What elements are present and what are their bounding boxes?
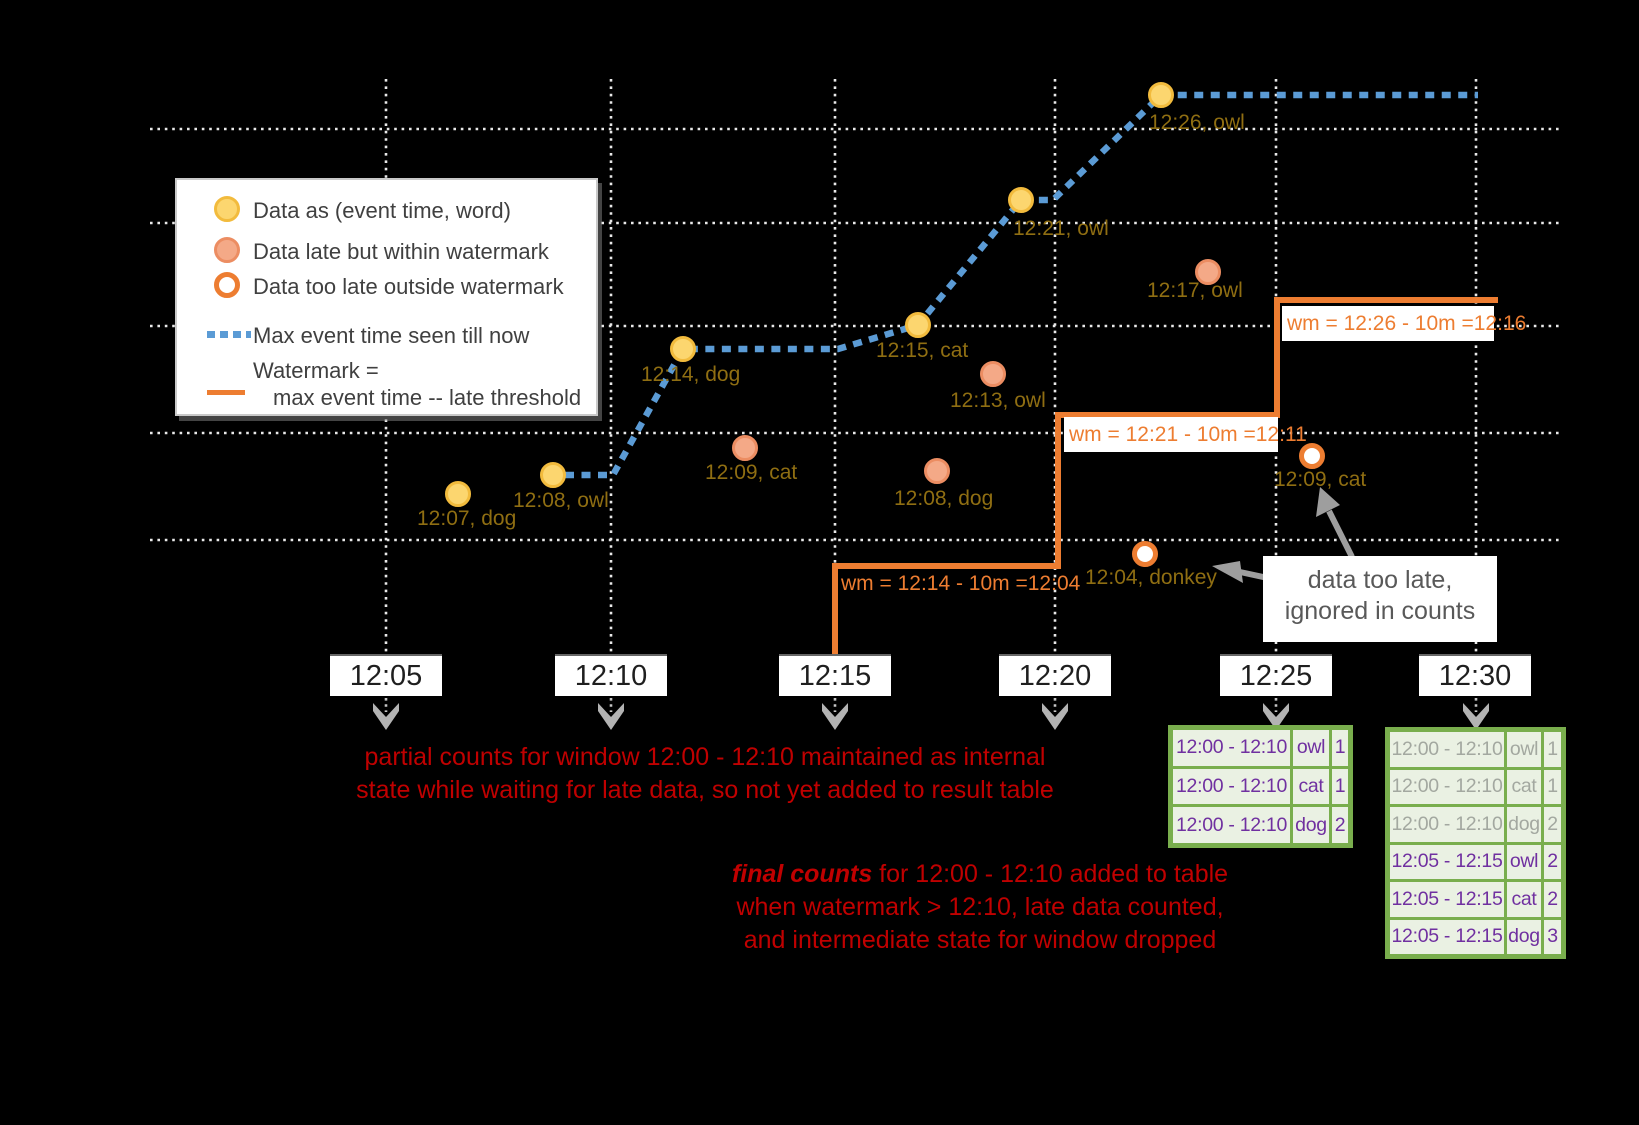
data-point-on-time [905, 312, 931, 338]
partial-counts-line1: partial counts for window 12:00 - 12:10 maintained as internal [364, 743, 1046, 771]
data-point-on-time [540, 462, 566, 488]
data-point-label: 12:08, owl [513, 489, 609, 512]
data-point-label: 12:07, dog [417, 507, 517, 530]
legend-too-late-dot-icon [214, 272, 240, 298]
table-cell-count: 2 [1332, 807, 1348, 843]
partial-counts-line2: state while waiting for late data, so not yet added to result table [356, 776, 1054, 804]
legend-item-label: max event time -- late threshold [273, 385, 582, 410]
table-cell-count: 2 [1544, 882, 1561, 917]
table-cell-window: 12:00 - 12:10 [1173, 769, 1290, 805]
table-cell-word: owl [1293, 730, 1329, 766]
table-cell-window: 12:00 - 12:10 [1390, 732, 1504, 767]
table-cell-window: 12:00 - 12:10 [1173, 730, 1290, 766]
table-cell-word: cat [1507, 770, 1541, 805]
final-counts-note [700, 858, 1260, 957]
final-counts-line1 [700, 858, 1260, 891]
data-point-label: 12:08, dog [894, 487, 994, 510]
too-late-callout [1263, 556, 1497, 642]
table-cell-count: 1 [1332, 769, 1348, 805]
data-point-on-time [670, 336, 696, 362]
data-point-label: 12:04, donkey [1085, 566, 1217, 589]
watermark-label-3: wm = 12:26 - 10m =12:16 [1282, 306, 1494, 341]
axis-label-12-30: 12:30 [1419, 656, 1531, 696]
data-point-label: 12:15, cat [876, 339, 969, 362]
final-counts-line2: when watermark > 12:10, late data counted, [736, 893, 1224, 921]
table-cell-window: 12:00 - 12:10 [1390, 770, 1504, 805]
legend-item-label: Data as (event time, word) [253, 198, 511, 223]
final-counts-line3: and intermediate state for window dropped [743, 926, 1217, 954]
table-cell-word: cat [1507, 882, 1541, 917]
axis-label-12-15: 12:15 [779, 656, 891, 696]
table-cell-word: owl [1507, 732, 1541, 767]
table-cell-count: 1 [1544, 732, 1561, 767]
data-point-on-time [1148, 82, 1174, 108]
data-point-late [732, 435, 758, 461]
arrow-to-late-cat [1329, 511, 1352, 557]
result-table-12-30 [1385, 727, 1566, 959]
table-cell-window: 12:05 - 12:15 [1390, 845, 1504, 880]
legend-item-label: Max event time seen till now [253, 323, 530, 348]
legend-item-label: Data late but within watermark [253, 239, 549, 264]
axis-label-12-20: 12:20 [999, 656, 1111, 696]
table-cell-count: 2 [1544, 845, 1561, 880]
legend-item-label: Watermark = [253, 358, 379, 383]
callout-line1: data too late, [1307, 566, 1453, 594]
legend [175, 178, 598, 416]
table-cell-word: owl [1507, 845, 1541, 880]
legend-item-label: Data too late outside watermark [253, 274, 564, 299]
axis-label-12-05: 12:05 [330, 656, 442, 696]
final-counts-rest: for 12:00 - 12:10 added to table [872, 860, 1229, 888]
axis-label-12-10: 12:10 [555, 656, 667, 696]
data-point-too-late [1299, 443, 1325, 469]
partial-counts-note [330, 741, 1080, 807]
legend-on-time-dot-icon [214, 196, 240, 222]
table-cell-window: 12:00 - 12:10 [1173, 807, 1290, 843]
table-cell-count: 2 [1544, 807, 1561, 842]
legend-late-dot-icon [214, 237, 240, 263]
data-point-on-time [1008, 187, 1034, 213]
legend-blue-dash-icon [207, 331, 251, 338]
legend-orange-line-icon [207, 390, 245, 395]
axis-label-12-25: 12:25 [1220, 656, 1332, 696]
data-point-label: 12:14, dog [641, 363, 741, 386]
data-point-label: 12:09, cat [1274, 468, 1367, 491]
watermark-label-1: wm = 12:14 - 10m =12:04 [841, 572, 1081, 595]
data-point-late [980, 361, 1006, 387]
data-point-label: 12:26, owl [1149, 111, 1245, 134]
table-cell-word: cat [1293, 769, 1329, 805]
table-cell-window: 12:00 - 12:10 [1390, 807, 1504, 842]
max-event-time-line [565, 95, 1478, 475]
table-cell-word: dog [1507, 807, 1541, 842]
table-cell-count: 1 [1332, 730, 1348, 766]
data-point-label: 12:09, cat [705, 461, 798, 484]
final-counts-bold: final counts [731, 860, 873, 888]
data-point-label: 12:17, owl [1147, 279, 1243, 302]
table-cell-count: 3 [1544, 920, 1561, 955]
data-point-label: 12:21, owl [1013, 217, 1109, 240]
data-point-late [924, 458, 950, 484]
watermark-label-2: wm = 12:21 - 10m =12:11 [1064, 417, 1278, 452]
callout-line2: ignored in counts [1284, 597, 1476, 625]
table-cell-word: dog [1293, 807, 1329, 843]
table-cell-count: 1 [1544, 770, 1561, 805]
table-cell-window: 12:05 - 12:15 [1390, 882, 1504, 917]
table-cell-word: dog [1507, 920, 1541, 955]
data-point-on-time [445, 481, 471, 507]
data-point-label: 12:13, owl [950, 389, 1046, 412]
table-cell-window: 12:05 - 12:15 [1390, 920, 1504, 955]
result-table-12-25 [1168, 725, 1353, 848]
data-point-too-late [1132, 541, 1158, 567]
